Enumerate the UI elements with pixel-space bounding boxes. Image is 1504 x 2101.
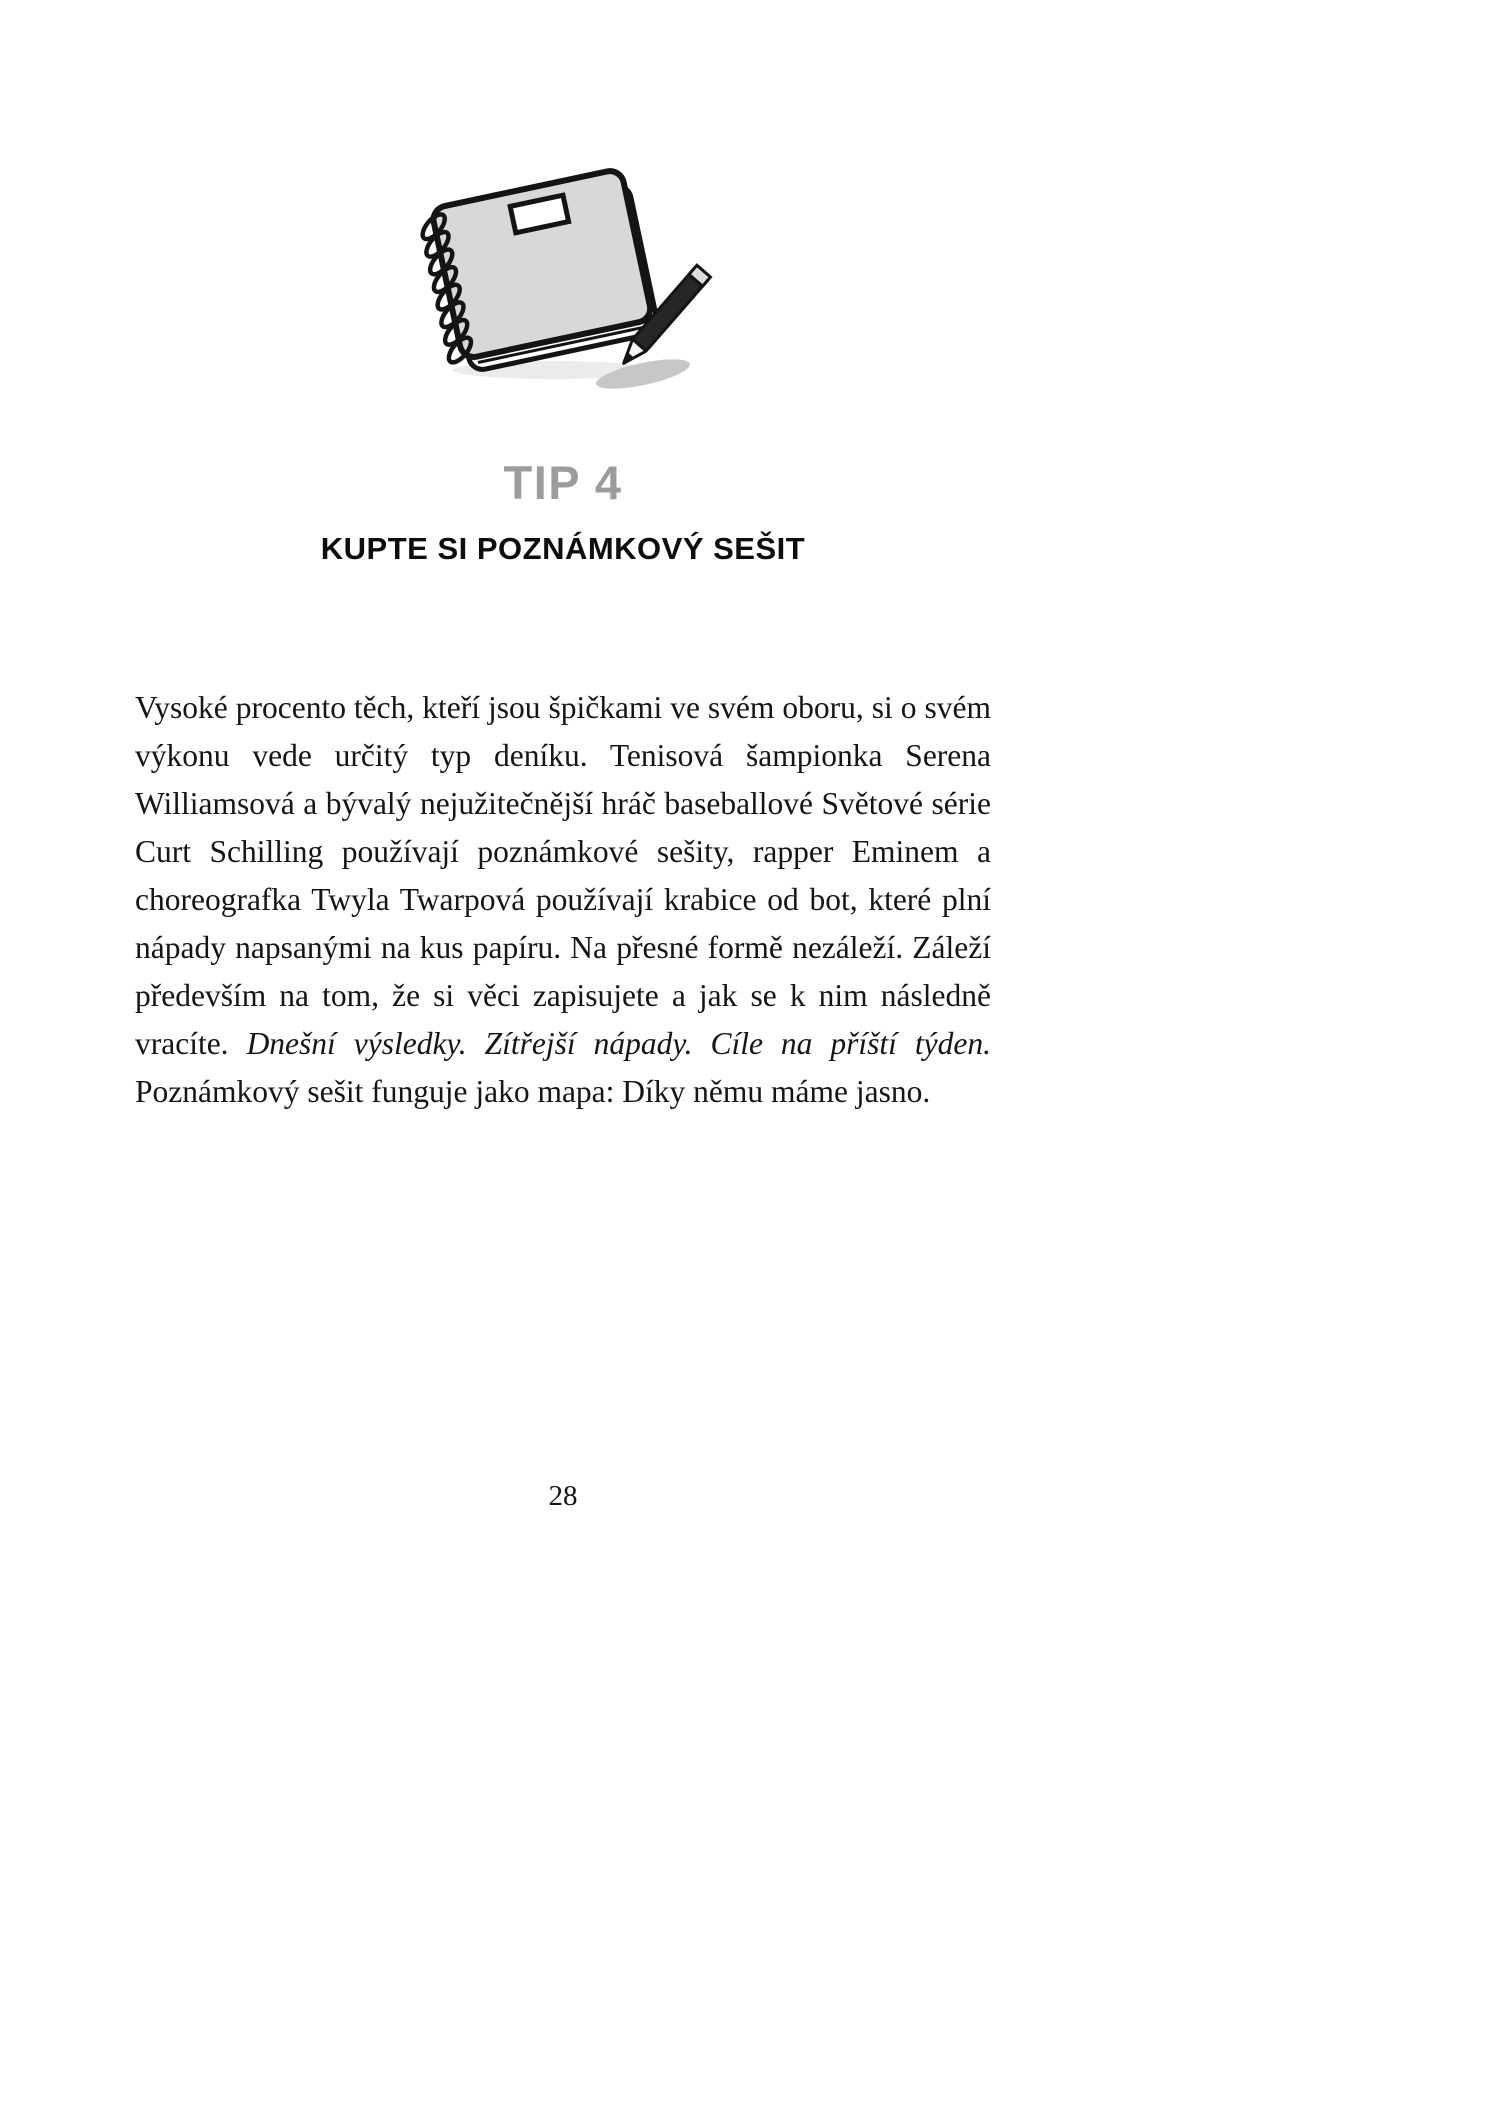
- page-number: 28: [548, 1480, 578, 1512]
- chapter-title: KUPTE SI POZNÁMKOVÝ SEŠIT: [320, 531, 806, 566]
- body-text-closing: Poznámkový sešit funguje jako mapa: Díky němu máme jasno.: [135, 1074, 931, 1109]
- spiral-notebook-with-pencil-icon: [388, 160, 738, 405]
- body-text-opening: Vysoké procento těch, kteří jsou špičkami ve svém oboru, si o svém výkonu vede určitý typ deníku. Tenisová šampionka Serena Williamsová a bývalý nejužitečnější hráč baseballové Světové série Curt Schilling používají poznámkové sešity, rapper Eminem a choreografka Twyla Twarpová používají krabice od bot, které plní nápady napsanými na kus papíru. Na přesné formě nezáleží. Záleží především na tom, že si věci zapisujete a jak se k nim následně vracíte.: [135, 690, 991, 1061]
- pencil-shadow: [594, 353, 692, 394]
- tip-label: TIP 4: [503, 456, 623, 509]
- notebook-pencil-illustration: [135, 160, 991, 410]
- notebook-icon: [414, 168, 659, 377]
- body-text-italic: Dnešní výsledky. Zítřejší nápady. Cíle na příští týden.: [246, 1026, 992, 1061]
- body-paragraph: [135, 684, 991, 1116]
